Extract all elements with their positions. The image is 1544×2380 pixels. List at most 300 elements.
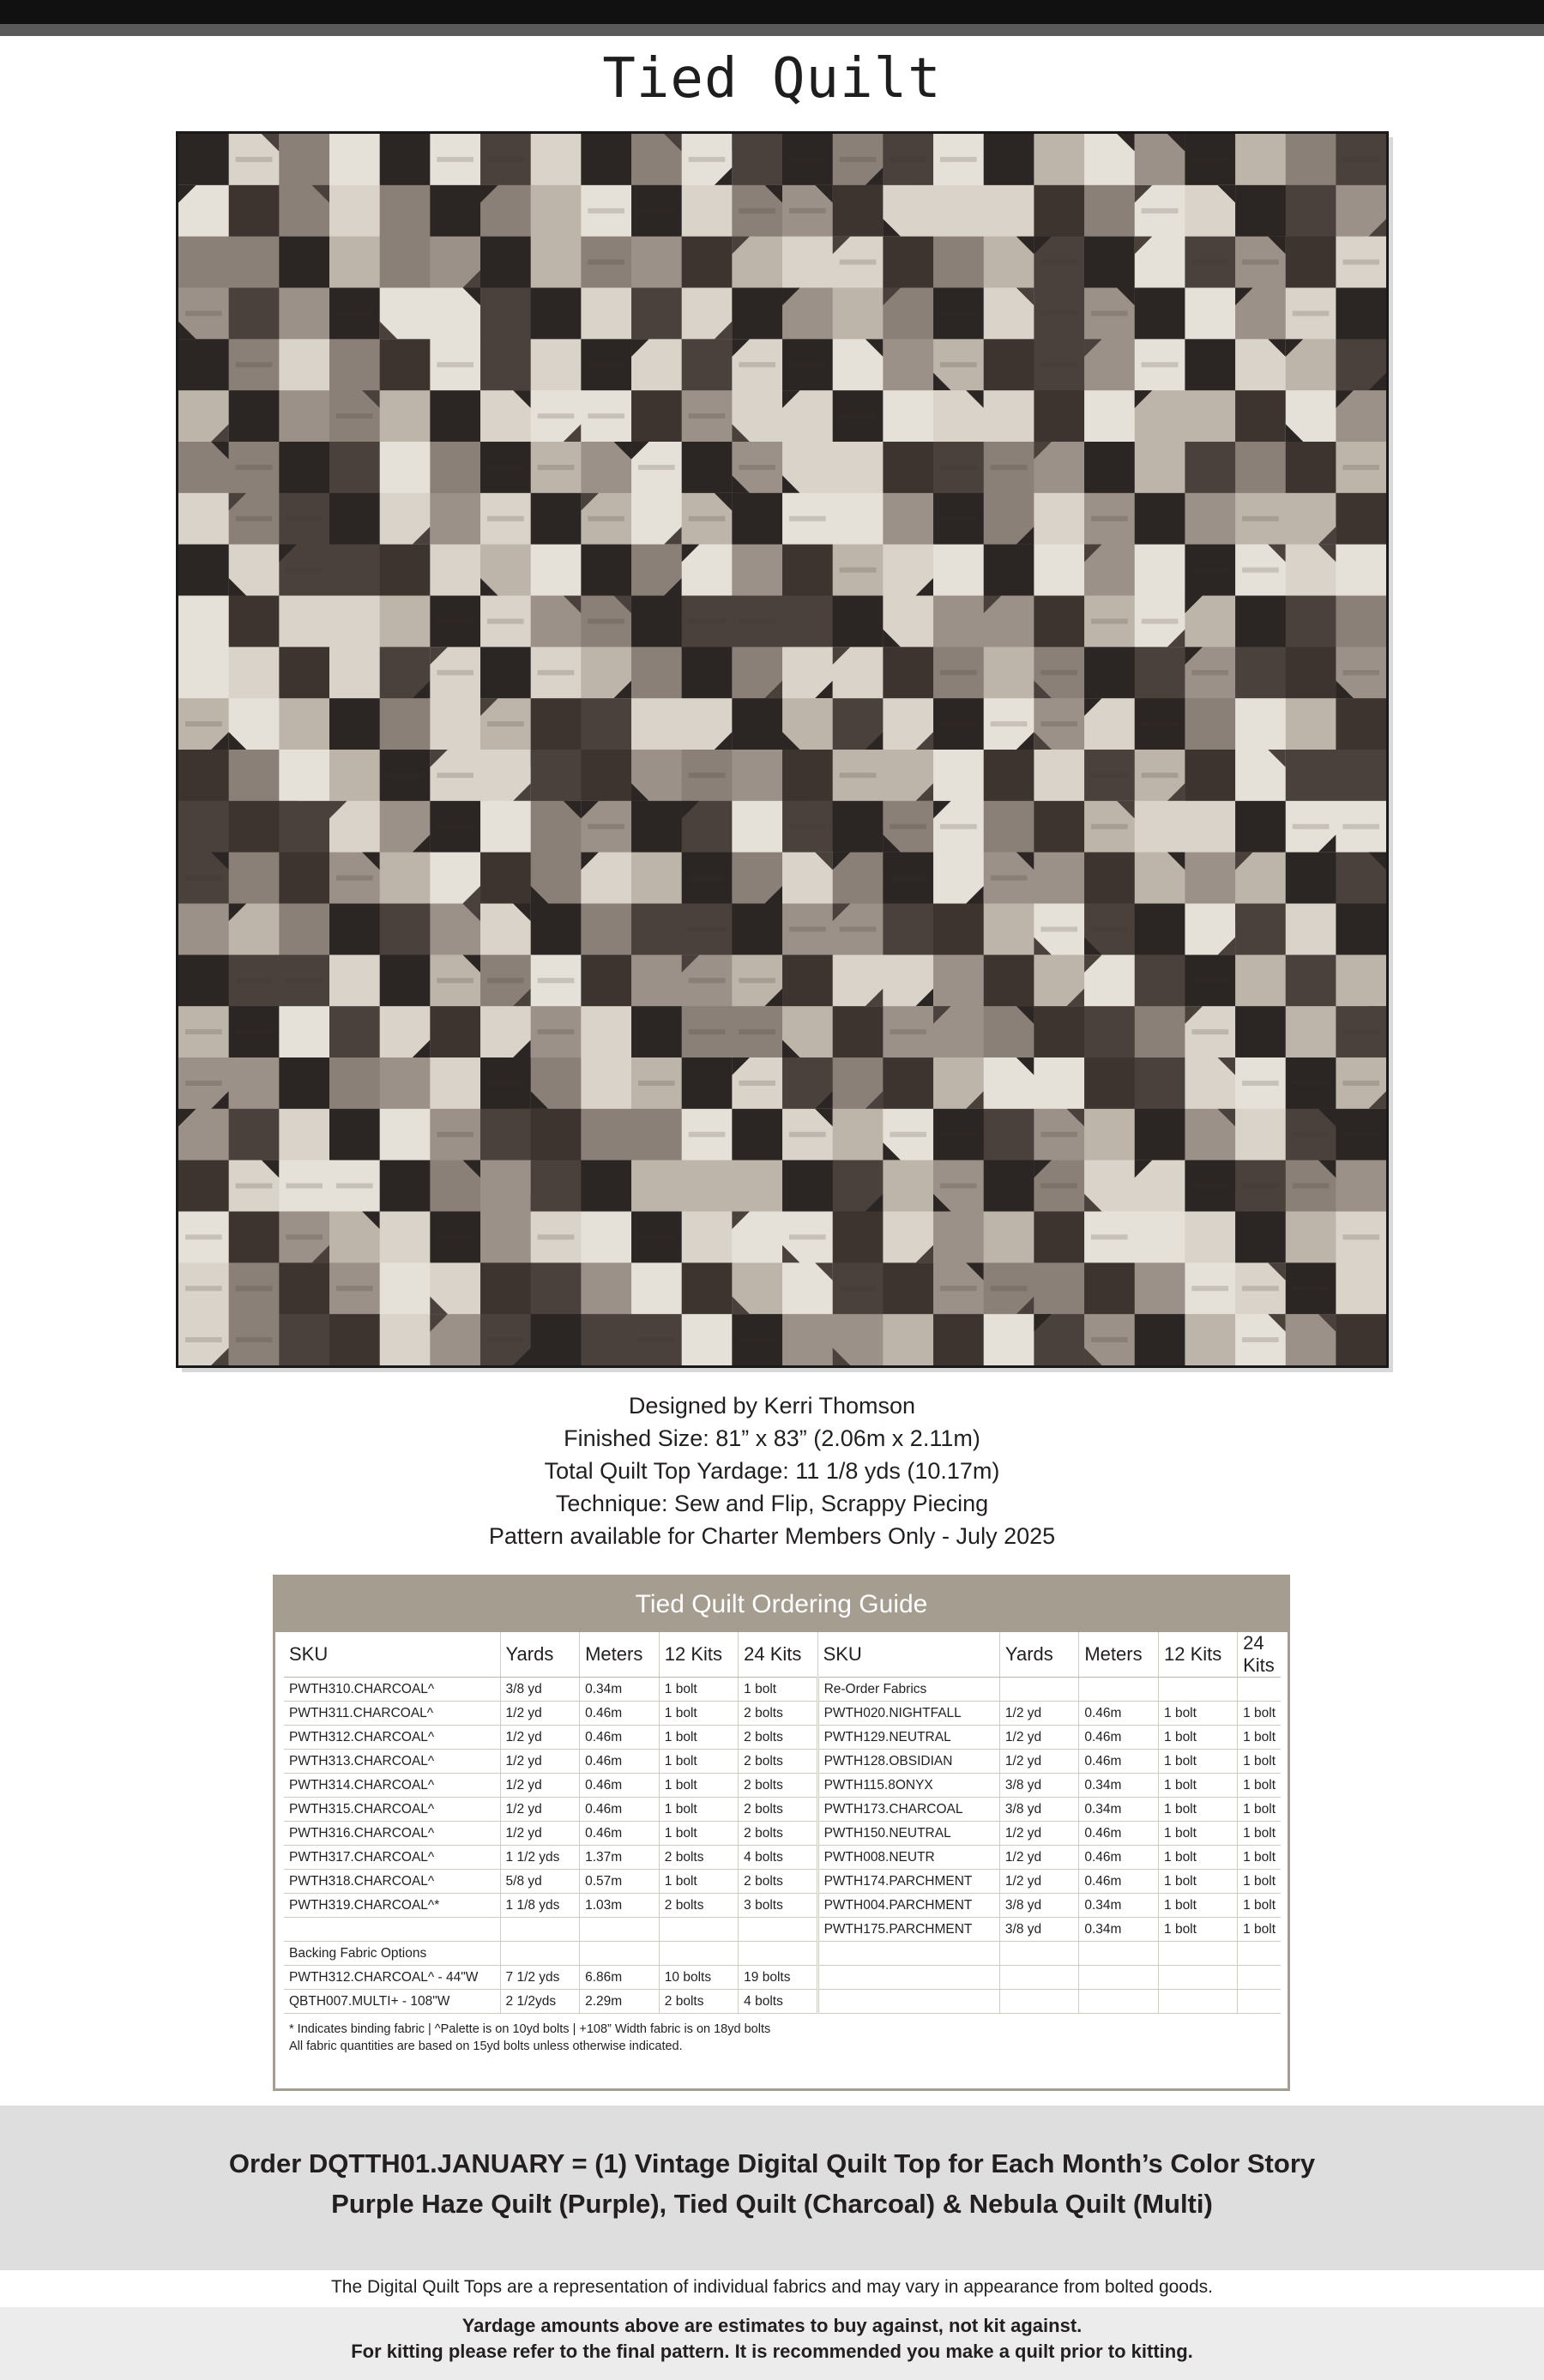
- quilt-print-texture: [890, 824, 926, 829]
- quilt-patch: [984, 647, 1034, 698]
- table-cell: 3/8 yd: [999, 1798, 1078, 1822]
- quilt-patch: [531, 134, 582, 185]
- quilt-print-texture: [538, 1029, 575, 1034]
- quilt-patch: [531, 493, 582, 545]
- quilt-print-texture: [1191, 568, 1228, 573]
- quilt-patch: [883, 647, 933, 698]
- quilt-patch: [329, 442, 380, 493]
- table-cell: 1 bolt: [1238, 1750, 1281, 1774]
- quilt-patch: [279, 339, 329, 390]
- quilt-patch: [1286, 1006, 1336, 1057]
- quilt-patch: [782, 750, 833, 801]
- quilt-patch: [178, 596, 229, 648]
- table-cell: PWTH311.CHARCOAL^: [284, 1702, 500, 1726]
- quilt-patch: [178, 545, 229, 596]
- quilt-print-texture: [1191, 260, 1228, 265]
- quilt-patch: [1034, 801, 1084, 853]
- table-cell: 1 bolt: [1238, 1774, 1281, 1798]
- quilt-print-texture: [1191, 978, 1228, 983]
- table-row: [284, 1726, 1281, 1750]
- quilt-print-texture: [1040, 1132, 1077, 1137]
- quilt-patch: [1185, 288, 1235, 340]
- table-cell: 0.34m: [1079, 1894, 1159, 1918]
- quilt-patch: [581, 1109, 631, 1160]
- quilt-print-texture: [840, 1286, 877, 1291]
- quilt-patch: [178, 493, 229, 545]
- table-cell: 1/2 yd: [500, 1702, 580, 1726]
- ordering-guide-rows: [284, 1678, 1281, 2014]
- quilt-print-texture: [185, 1337, 222, 1342]
- table-cell: Backing Fabric Options: [284, 1942, 500, 1966]
- quilt-patch: [380, 904, 431, 955]
- table-cell: 2 bolts: [739, 1822, 817, 1846]
- quilt-patch: [631, 1006, 682, 1057]
- quilt-print-texture: [487, 157, 524, 162]
- order-band: [0, 2106, 1544, 2270]
- table-cell: 1 bolt: [1159, 1774, 1238, 1798]
- quilt-patch: [279, 1057, 329, 1109]
- table-cell: [999, 1990, 1078, 2014]
- quilt-patch: [329, 545, 380, 596]
- quilt-patch: [732, 801, 782, 853]
- page-title: Tied Quilt: [602, 47, 942, 111]
- table-cell: 2 bolts: [739, 1702, 817, 1726]
- quilt-print-texture: [1293, 310, 1330, 316]
- quilt-patch: [682, 647, 733, 698]
- quilt-patch: [631, 955, 682, 1006]
- quilt-patch: [883, 442, 933, 493]
- quilt-print-texture: [1040, 670, 1077, 675]
- table-cell: 1 bolt: [659, 1678, 738, 1702]
- ordering-guide-title: Tied Quilt Ordering Guide: [275, 1577, 1288, 1632]
- quilt-print-texture: [1142, 721, 1179, 726]
- quilt-patch: [329, 237, 380, 288]
- quilt-print-texture: [991, 876, 1028, 881]
- quilt-patch: [1034, 853, 1084, 904]
- table-cell: 1 bolt: [1159, 1726, 1238, 1750]
- quilt-patch: [1235, 801, 1286, 853]
- quilt-patch: [1235, 698, 1286, 750]
- quilt-patch: [631, 237, 682, 288]
- quilt-patch: [329, 1057, 380, 1109]
- quilt-patch: [380, 1262, 431, 1314]
- note-binding: * Indicates binding fabric | ^Palette is on 10yd bolts | +108” Width fabric is on 18yd bolts: [289, 2022, 771, 2036]
- table-cell: 1 bolt: [1238, 1798, 1281, 1822]
- quilt-patch: [883, 1160, 933, 1212]
- col-12kits: 12 Kits: [659, 1632, 738, 1678]
- quilt-patch: [933, 545, 984, 596]
- quilt-patch: [279, 853, 329, 904]
- quilt-print-texture: [185, 1081, 222, 1086]
- quilt-patch: [329, 185, 380, 237]
- quilt-patch: [682, 1314, 733, 1365]
- quilt-print-texture: [1091, 926, 1128, 931]
- quilt-patch: [581, 1006, 631, 1057]
- quilt-patch: [380, 545, 431, 596]
- quilt-print-texture: [940, 721, 977, 726]
- table-cell: 1 bolt: [659, 1774, 738, 1798]
- quilt-print-texture: [487, 1337, 524, 1342]
- quilt-patch: [1336, 596, 1386, 648]
- quilt-print-texture: [789, 568, 826, 573]
- quilt-patch: [782, 596, 833, 648]
- finished-size-line: Finished Size: 81” x 83” (2.06m x 2.11m): [564, 1425, 980, 1451]
- quilt-print-texture: [1191, 1029, 1228, 1034]
- quilt-print-texture: [487, 978, 524, 983]
- table-cell: 0.57m: [580, 1870, 660, 1894]
- top-bar: [0, 0, 1544, 24]
- table-cell: PWTH312.CHARCOAL^ - 44"W: [284, 1966, 500, 1990]
- quilt-print-texture: [940, 1132, 977, 1137]
- quilt-patch: [1185, 339, 1235, 390]
- quilt-print-texture: [940, 362, 977, 367]
- table-cell: [1079, 1990, 1159, 2014]
- quilt-patch: [430, 1057, 480, 1109]
- order-line-1: Order DQTTH01.JANUARY = (1) Vintage Digital Quilt Top for Each Month’s Color Story: [228, 2148, 1316, 2178]
- quilt-patch: [984, 801, 1034, 853]
- quilt-patch: [430, 390, 480, 442]
- quilt-patch: [178, 647, 229, 698]
- table-cell: [580, 1942, 660, 1966]
- quilt-print-texture: [538, 465, 575, 470]
- quilt-patch: [380, 134, 431, 185]
- quilt-print-texture: [286, 978, 323, 983]
- quilt-patch: [732, 698, 782, 750]
- table-cell: 1/2 yd: [999, 1870, 1078, 1894]
- quilt-patch: [1084, 1057, 1135, 1109]
- table-cell: [1238, 1966, 1281, 1990]
- col-sku: SKU: [284, 1632, 500, 1678]
- quilt-print-texture: [236, 1337, 273, 1342]
- table-cell: 3/8 yd: [999, 1894, 1078, 1918]
- quilt-patch: [883, 390, 933, 442]
- table-cell: 1/2 yd: [500, 1750, 580, 1774]
- quilt-patch: [380, 442, 431, 493]
- footer-line-1: Yardage amounts above are estimates to buy against, not kit against.: [461, 2315, 1083, 2336]
- quilt-patch: [1185, 853, 1235, 904]
- quilt-patch: [833, 596, 884, 648]
- quilt-print-texture: [739, 1081, 775, 1086]
- quilt-print-texture: [588, 208, 624, 214]
- quilt-print-texture: [638, 208, 675, 214]
- table-cell: 1/2 yd: [500, 1726, 580, 1750]
- table-cell: [739, 1918, 817, 1942]
- quilt-patch: [480, 853, 531, 904]
- quilt-patch: [329, 904, 380, 955]
- quilt-print-texture: [588, 773, 624, 778]
- quilt-print-texture: [1091, 824, 1128, 829]
- table-cell: 1/2 yd: [999, 1702, 1078, 1726]
- table-cell: 19 bolts: [739, 1966, 817, 1990]
- table-cell: [739, 1942, 817, 1966]
- table-cell: 1 bolt: [659, 1702, 738, 1726]
- order-line-2: Purple Haze Quilt (Purple), Tied Quilt (Charcoal) & Nebula Quilt (Multi): [331, 2189, 1213, 2219]
- quilt-patch: [430, 1006, 480, 1057]
- quilt-patch: [279, 442, 329, 493]
- quilt-print-texture: [739, 618, 775, 624]
- quilt-patch: [531, 339, 582, 390]
- quilt-print-texture: [1091, 876, 1128, 881]
- quilt-patch: [1185, 442, 1235, 493]
- quilt-print-texture: [1142, 618, 1179, 624]
- quilt-patch: [480, 1262, 531, 1314]
- quilt-print-texture: [538, 1234, 575, 1239]
- quilt-patch: [1135, 1006, 1185, 1057]
- quilt-print-texture: [940, 310, 977, 316]
- quilt-patch: [430, 493, 480, 545]
- table-cell: 10 bolts: [659, 1966, 738, 1990]
- quilt-print-texture: [991, 1286, 1028, 1291]
- quilt-print-texture: [890, 1029, 926, 1034]
- quilt-patch: [1185, 1314, 1235, 1365]
- table-cell: 1 bolt: [739, 1678, 817, 1702]
- table-cell: 6.86m: [580, 1966, 660, 1990]
- quilt-patch: [581, 1262, 631, 1314]
- quilt-print-texture: [1293, 1286, 1330, 1291]
- quilt-patch: [984, 1314, 1034, 1365]
- quilt-patch: [682, 339, 733, 390]
- quilt-patch: [984, 185, 1034, 237]
- quilt-patch: [1034, 596, 1084, 648]
- quilt-print-texture: [588, 618, 624, 624]
- table-cell: [817, 1990, 999, 2014]
- quilt-print-texture: [739, 465, 775, 470]
- table-cell: [1238, 1990, 1281, 2014]
- quilt-patch: [1135, 442, 1185, 493]
- table-cell: 0.34m: [1079, 1774, 1159, 1798]
- quilt-patch: [631, 1160, 682, 1212]
- table-cell: 1 bolt: [1159, 1750, 1238, 1774]
- table-cell: PWTH004.PARCHMENT: [817, 1894, 999, 1918]
- quilt-patch: [1336, 1314, 1386, 1365]
- quilt-patch: [1235, 596, 1286, 648]
- quilt-print-texture: [185, 876, 222, 881]
- quilt-patch: [984, 134, 1034, 185]
- quilt-details: [0, 1389, 1544, 1552]
- quilt-patch: [531, 185, 582, 237]
- table-cell: PWTH314.CHARCOAL^: [284, 1774, 500, 1798]
- table-cell: [999, 1942, 1078, 1966]
- quilt-print-texture: [437, 1234, 473, 1239]
- footer-line-2: For kitting please refer to the final pattern. It is recommended you make a quilt prior to kitting.: [351, 2341, 1193, 2362]
- quilt-patch: [279, 390, 329, 442]
- quilt-patch: [581, 904, 631, 955]
- quilt-print-texture: [840, 157, 877, 162]
- quilt-patch: [178, 134, 229, 185]
- quilt-print-texture: [588, 516, 624, 521]
- quilt-print-texture: [689, 1132, 726, 1137]
- designer-line: Designed by Kerri Thomson: [628, 1393, 916, 1419]
- quilt-patch: [732, 904, 782, 955]
- quilt-print-texture: [991, 362, 1028, 367]
- quilt-print-texture: [689, 413, 726, 419]
- yardage-line: Total Quilt Top Yardage: 11 1/8 yds (10.17m): [544, 1458, 1000, 1484]
- quilt-print-texture: [1293, 1132, 1330, 1137]
- quilt-print-texture: [1142, 773, 1179, 778]
- quilt-patch: [229, 853, 280, 904]
- quilt-patch: [480, 647, 531, 698]
- quilt-patch: [581, 1212, 631, 1263]
- quilt-print-texture: [1293, 1184, 1330, 1189]
- table-cell: PWTH315.CHARCOAL^: [284, 1798, 500, 1822]
- quilt-print-texture: [1242, 1081, 1279, 1086]
- table-cell: 3/8 yd: [500, 1678, 580, 1702]
- quilt-print-texture: [890, 876, 926, 881]
- quilt-patch: [1034, 134, 1084, 185]
- table-cell: 1/2 yd: [500, 1822, 580, 1846]
- quilt-patch: [380, 185, 431, 237]
- quilt-patch: [531, 1109, 582, 1160]
- quilt-print-texture: [437, 670, 473, 675]
- quilt-print-texture: [1091, 516, 1128, 521]
- table-cell: [659, 1942, 738, 1966]
- quilt-patch: [782, 1160, 833, 1212]
- quilt-patch: [480, 801, 531, 853]
- quilt-print-texture: [487, 1081, 524, 1086]
- quilt-patch: [732, 750, 782, 801]
- quilt-patch: [279, 904, 329, 955]
- table-row: [284, 1702, 1281, 1726]
- quilt-print-texture: [840, 260, 877, 265]
- quilt-patch: [1336, 955, 1386, 1006]
- quilt-print-texture: [286, 1234, 323, 1239]
- quilt-patch: [1135, 955, 1185, 1006]
- quilt-patch: [178, 801, 229, 853]
- table-cell: 2 bolts: [739, 1870, 817, 1894]
- col-meters-2: Meters: [1079, 1632, 1159, 1678]
- quilt-patch: [1084, 1109, 1135, 1160]
- quilt-print-texture: [437, 157, 473, 162]
- quilt-print-texture: [689, 516, 726, 521]
- quilt-print-texture: [1191, 157, 1228, 162]
- quilt-patch: [581, 1160, 631, 1212]
- quilt-print-texture: [840, 568, 877, 573]
- quilt-patch: [1286, 596, 1336, 648]
- quilt-patch: [833, 442, 884, 493]
- quilt-patch: [1135, 1314, 1185, 1365]
- quilt-print-texture: [236, 978, 273, 983]
- quilt-patch: [933, 596, 984, 648]
- quilt-print-texture: [487, 721, 524, 726]
- quilt-print-texture: [437, 618, 473, 624]
- quilt-print-texture: [588, 260, 624, 265]
- table-row: [284, 1966, 1281, 1990]
- table-cell: [1159, 1990, 1238, 2014]
- quilt-print-texture: [789, 362, 826, 367]
- quilt-patch: [329, 493, 380, 545]
- quilt-patch: [1286, 955, 1336, 1006]
- quilt-print-texture: [789, 1234, 826, 1239]
- quilt-patch: [631, 853, 682, 904]
- table-cell: PWTH129.NEUTRAL: [817, 1726, 999, 1750]
- table-cell: 1 bolt: [1238, 1726, 1281, 1750]
- quilt-patch: [1135, 1262, 1185, 1314]
- table-row: [284, 1870, 1281, 1894]
- quilt-print-texture: [840, 1029, 877, 1034]
- table-cell: PWTH020.NIGHTFALL: [817, 1702, 999, 1726]
- table-cell: 1/2 yd: [999, 1726, 1078, 1750]
- quilt-print-texture: [1091, 773, 1128, 778]
- quilt-patch: [178, 1160, 229, 1212]
- table-cell: [999, 1678, 1078, 1702]
- quilt-print-texture: [638, 1234, 675, 1239]
- quilt-patch: [933, 750, 984, 801]
- quilt-print-texture: [689, 773, 726, 778]
- quilt-print-texture: [1040, 1184, 1077, 1189]
- quilt-patch: [229, 1109, 280, 1160]
- quilt-patch: [229, 390, 280, 442]
- quilt-patch: [178, 339, 229, 390]
- quilt-print-texture: [638, 1081, 675, 1086]
- table-cell: 1 bolt: [1238, 1894, 1281, 1918]
- table-cell: PWTH115.8ONYX: [817, 1774, 999, 1798]
- quilt-print-texture: [336, 1286, 373, 1291]
- table-cell: 1.03m: [580, 1894, 660, 1918]
- quilt-patch: [229, 1057, 280, 1109]
- quilt-print-texture: [991, 721, 1028, 726]
- quilt-patch: [1336, 1262, 1386, 1314]
- quilt-patch: [984, 1160, 1034, 1212]
- quilt-print-texture: [789, 516, 826, 521]
- quilt-print-texture: [1040, 362, 1077, 367]
- table-cell: 1 1/8 yds: [500, 1894, 580, 1918]
- quilt-patch: [1235, 1109, 1286, 1160]
- quilt-print-texture: [538, 413, 575, 419]
- quilt-patch: [531, 288, 582, 340]
- table-cell: PWTH173.CHARCOAL: [817, 1798, 999, 1822]
- quilt-print-texture: [1342, 1234, 1379, 1239]
- table-row: [284, 1750, 1281, 1774]
- quilt-print-texture: [1342, 260, 1379, 265]
- quilt-print-texture: [1091, 1337, 1128, 1342]
- table-cell: 1 bolt: [1238, 1846, 1281, 1870]
- quilt-print-texture: [1242, 516, 1279, 521]
- quilt-print-texture: [588, 362, 624, 367]
- table-cell: 4 bolts: [739, 1990, 817, 2014]
- quilt-patch: [380, 1057, 431, 1109]
- col-sku-2: SKU: [817, 1632, 999, 1678]
- table-cell: 1 1/2 yds: [500, 1846, 580, 1870]
- quilt-patch: [480, 1160, 531, 1212]
- quilt-print-texture: [789, 1132, 826, 1137]
- quilt-print-texture: [1040, 926, 1077, 931]
- quilt-print-texture: [236, 516, 273, 521]
- quilt-patch: [279, 1262, 329, 1314]
- quilt-patch: [984, 390, 1034, 442]
- quilt-patch: [1286, 134, 1336, 185]
- quilt-patch: [732, 493, 782, 545]
- quilt-print-texture: [185, 1029, 222, 1034]
- quilt-patch: [883, 1057, 933, 1109]
- quilt-patch: [732, 545, 782, 596]
- quilt-patch: [1336, 288, 1386, 340]
- quilt-patch: [430, 185, 480, 237]
- quilt-patch: [984, 904, 1034, 955]
- table-cell: [500, 1942, 580, 1966]
- quilt-patch: [732, 288, 782, 340]
- col-yards-2: Yards: [999, 1632, 1078, 1678]
- quilt-patch: [682, 1057, 733, 1109]
- quilt-patch: [933, 1212, 984, 1263]
- quilt-patch: [1336, 904, 1386, 955]
- quilt-patch: [581, 134, 631, 185]
- quilt-patch: [732, 1160, 782, 1212]
- quilt-patch: [1135, 1109, 1185, 1160]
- table-cell: 0.46m: [580, 1750, 660, 1774]
- quilt-print-texture: [588, 824, 624, 829]
- quilt-patch: [1235, 955, 1286, 1006]
- quilt-patch: [682, 1262, 733, 1314]
